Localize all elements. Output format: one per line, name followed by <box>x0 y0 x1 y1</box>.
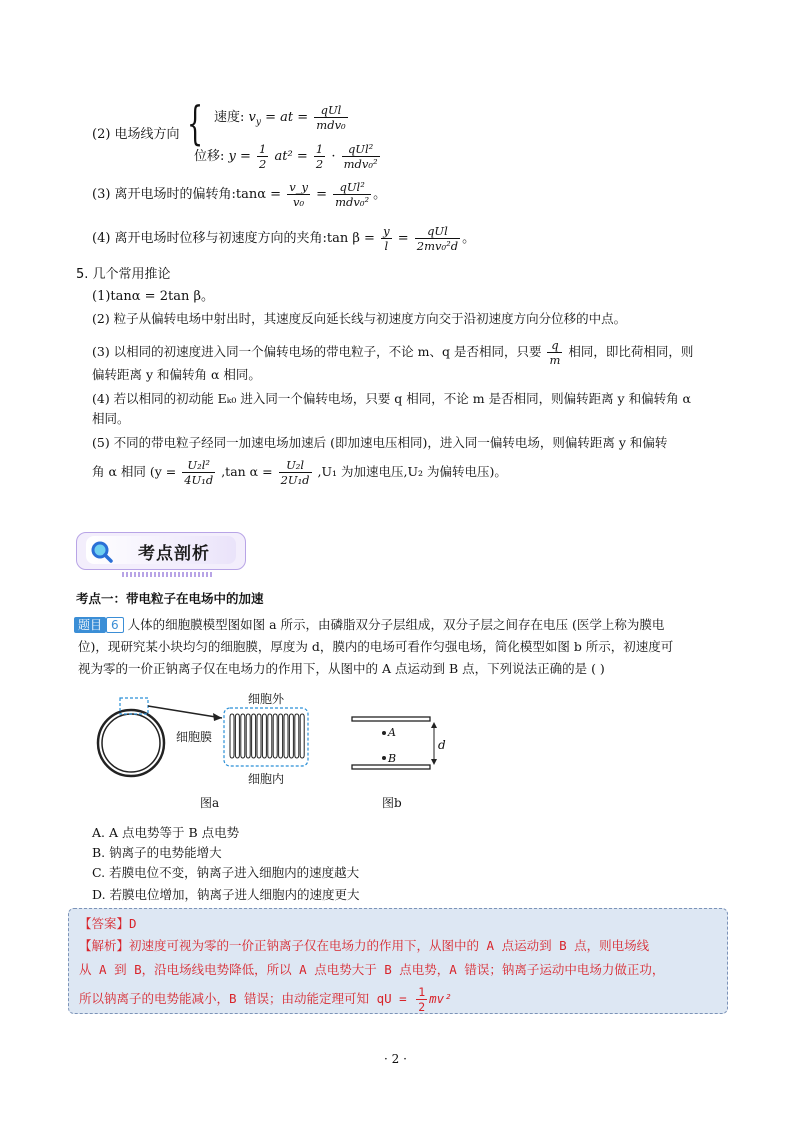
page-number: · 2 · <box>384 1052 407 1066</box>
corollary-4: (4) 若以相同的初动能 Eₖ₀ 进入同一个偏转电场，只要 q 相同，不论 m 是否相同，则偏转距离 y 和偏转角 α <box>92 391 691 406</box>
half-fraction-2: $\frac{1}{2}$ <box>315 142 324 171</box>
option-a[interactable]: A. A 点电势等于 B 点电势 <box>92 825 240 840</box>
point-a-label: A <box>388 726 396 739</box>
velocity-formula: 速度: $v_y$ = at = qUl mdv₀ <box>214 103 346 132</box>
figure-b <box>350 714 450 774</box>
section-5-heading: 5. 几个常用推论 <box>76 267 171 282</box>
outside-cell-label: 细胞外 <box>248 692 285 706</box>
item-2-label: (2) 电场线方向 <box>92 127 180 142</box>
question-line-2: 位)，现研究某小块均匀的细胞膜，厚度为 d，膜内的电场可看作匀强电场，简化模型如图 b 所示，初速度可 <box>78 639 674 654</box>
displacement-fraction: qUl² mdv₀² <box>343 142 378 171</box>
corollary-3-cont: 偏转距离 y 和偏转角 α 相同。 <box>92 367 261 382</box>
corollary-1: (1)tanα = 2tan β。 <box>92 289 214 304</box>
figure-a-caption: 图a <box>200 796 220 810</box>
question-number: 6 <box>106 617 124 633</box>
velocity-fraction: qUl mdv₀ <box>316 103 346 132</box>
option-d[interactable]: D. 若膜电位增加，钠离子进人细胞内的速度更大 <box>92 887 360 902</box>
membrane-label: 细胞膜 <box>176 730 213 744</box>
point-b-label: B <box>388 752 397 765</box>
section-banner <box>76 528 244 578</box>
corollary-3: (3) 以相同的初速度进入同一个偏转电场的带电粒子，不论 m、q 是否相同，只要 $\frac{q}{m}$ 相同，即比荷相同，则 <box>92 338 694 367</box>
search-icon <box>90 540 112 562</box>
answer-label: 【答案】D <box>79 916 137 931</box>
displacement-formula: 位移: y = $\frac{1}{2}$ at² = $\frac{1}{2}$ · qUl² mdv₀² <box>194 142 378 171</box>
corollary-5: (5) 不同的带电粒子经同一加速电场加速后 (即加速电压相同)，进入同一偏转电场，则偏转距离 y 和偏转 <box>92 435 668 450</box>
corollary-4-cont: 相同。 <box>92 411 130 426</box>
corollary-2: (2) 粒子从偏转电场中射出时，其速度反向延长线与初速度方向交于沿初速度方向分位移的中点。 <box>92 311 627 326</box>
figure-b-caption: 图b <box>382 796 402 810</box>
corollary-5-cont: 角 α 相同 (y = $\frac{\text{U₂l²}}{\text{4U₁d}}$ ,tan α = $\frac{\text{U₂l}}{\text{2U₁d}}$ ,U₁ 为加速电压,U₂ 为偏转电压)。 <box>92 458 507 487</box>
item-4: (4) 离开电场时位移与初速度方向的夹角:tan β = $\frac{y}{l}$ = qUl 2mv₀²d 。 <box>92 224 476 253</box>
explanation-line-1: 【解析】初速度可视为零的一价正钠离子仅在电场力的作用下，从图中的 A 点运动到 B 点，则电场线 <box>79 938 650 953</box>
question-tag: 题目 <box>74 617 106 633</box>
option-b[interactable]: B. 钠离子的电势能增大 <box>92 845 222 860</box>
inside-cell-label: 细胞内 <box>248 772 285 786</box>
banner-title: 考点剖析 <box>138 544 210 564</box>
membrane-bilayer <box>228 712 308 762</box>
explanation-line-3: 所以钠离子的电势能减小，B 错误；由动能定理可知 qU = $\frac{1}{2}$ mv² <box>79 985 452 1014</box>
question-line-1: 题目 6 人体的细胞膜模型图如图 a 所示，由磷脂双分子层组成，双分子层之间存在电压 (医学上称为膜电 <box>74 616 664 634</box>
question-line-3: 视为零的一价正钠离子仅在电场力的作用下，从图中的 A 点运动到 B 点，下列说法正确的是 ( ) <box>78 661 605 676</box>
half-fraction-1: $\frac{1}{2}$ <box>259 142 267 171</box>
item-3: (3) 离开电场时的偏转角:tanα = $\frac{v\_y}{\text{v₀}}$ = qUl² mdv₀² 。 <box>92 180 387 209</box>
brace: { <box>187 96 204 150</box>
topic-heading: 考点一：带电粒子在电场中的加速 <box>76 591 264 606</box>
explanation-line-2: 从 A 到 B，沿电场线电势降低，所以 A 点电势大于 B 点电势，A 错误；钠离子运动中电场力做正功， <box>79 962 665 977</box>
thickness-label: d <box>438 738 446 752</box>
answer-box <box>68 908 728 1014</box>
option-c[interactable]: C. 若膜电位不变，钠离子进入细胞内的速度越大 <box>92 865 360 880</box>
